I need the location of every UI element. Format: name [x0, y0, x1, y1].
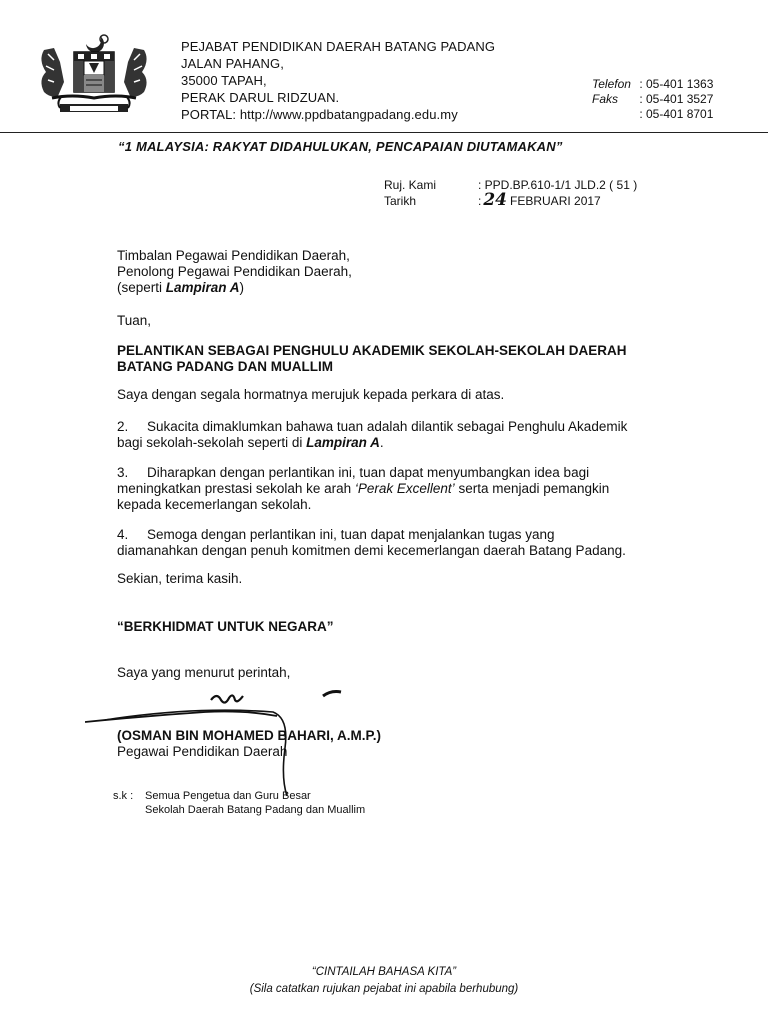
cc-line-1: Semua Pengetua dan Guru Besar — [145, 790, 311, 802]
recipient-block — [117, 248, 352, 296]
recipient-line-3: (seperti Lampiran A) — [117, 280, 245, 295]
address-line-3: PERAK DARUL RIDZUAN. — [181, 90, 340, 105]
contact-block — [592, 77, 713, 122]
footer-note: (Sila catatkan rujukan pejabat ini apabila berhubung) — [249, 983, 519, 995]
tarikh-label: Tarikh — [384, 194, 417, 208]
recipient-line-2: Penolong Pegawai Pendidikan Daerah, — [117, 264, 352, 279]
subject — [117, 343, 627, 375]
coat-of-arms-logo — [34, 30, 154, 122]
slogan: “1 MALAYSIA: RAKYAT DIDAHULUKAN, PENCAPAIAN DIUTAMAKAN” — [118, 139, 563, 154]
recipient-line-1: Timbalan Pegawai Pendidikan Daerah, — [117, 248, 350, 263]
header-divider — [0, 132, 768, 133]
sign-off: Saya yang menurut perintah, — [117, 665, 291, 680]
office-address — [181, 38, 495, 123]
office-name: PEJABAT PENDIDIKAN DAERAH BATANG PADANG — [181, 39, 496, 54]
ruj-row — [384, 178, 637, 193]
cc-line-2: Sekolah Daerah Batang Padang dan Muallim — [145, 804, 366, 816]
tarikh-row: Tarikh : 24 FEBRUARI 2017 — [384, 190, 601, 210]
cc-label: s.k : — [113, 790, 134, 802]
tarikh-value: FEBRUARI 2017 — [510, 194, 601, 208]
reference-block — [384, 178, 637, 209]
contact-other: : 05-401 8701 — [639, 107, 714, 121]
closing-line: Sekian, terima kasih. — [117, 571, 243, 586]
paragraph-3: 3. Diharapkan dengan perlantikan ini, tuan dapat menyumbangkan idea bagi meningkatkan prestasi sekolah ke arah ‘Perak Excellent’ serta menjadi pemangkin kepada kecemerlangan sekolah. — [117, 465, 610, 512]
contact-telefon: Telefon : 05-401 1363 — [592, 77, 714, 91]
paragraph-2: 2. Sukacita dimaklumkan bahawa tuan adalah dilantik sebagai Penghulu Akademik bagi sekolah-sekolah seperti di Lampiran A. — [117, 419, 628, 450]
handwritten-day: 24 — [483, 190, 508, 210]
portal-url: PORTAL: http://www.ppdbatangpadang.edu.my — [181, 107, 458, 122]
paragraph-1: Saya dengan segala hormatnya merujuk kepada perkara di atas. — [117, 387, 505, 402]
signatory-name: (OSMAN BIN MOHAMED BAHARI, A.M.P.) — [117, 728, 381, 743]
salutation: Tuan, — [117, 313, 152, 328]
subject-line-1: PELANTIKAN SEBAGAI PENGHULU AKADEMIK SEKOLAH-SEKOLAH DAERAH — [117, 343, 627, 358]
motto: “BERKHIDMAT UNTUK NEGARA” — [117, 619, 334, 634]
ruj-value: : PPD.BP.610-1/1 JLD.2 ( 51 ) — [478, 178, 638, 192]
footer-slogan: “CINTAILAH BAHASA KITA” — [311, 966, 457, 978]
address-line-1: JALAN PAHANG, — [181, 56, 284, 71]
subject-line-2: BATANG PADANG DAN MUALLIM — [117, 359, 333, 374]
paragraph-4: 4. Semoga dengan perlantikan ini, tuan dapat menjalankan tugas yang diamanahkan dengan penuh komitmen demi kecemerlangan daerah Batang Padang. — [117, 527, 626, 558]
signatory-block — [117, 728, 381, 760]
ruj-label: Ruj. Kami — [384, 178, 437, 192]
signatory-title: Pegawai Pendidikan Daerah — [117, 744, 288, 759]
address-line-2: 35000 TAPAH, — [181, 73, 267, 88]
contact-faks: Faks : 05-401 3527 — [592, 92, 714, 106]
cc-block — [113, 789, 365, 817]
